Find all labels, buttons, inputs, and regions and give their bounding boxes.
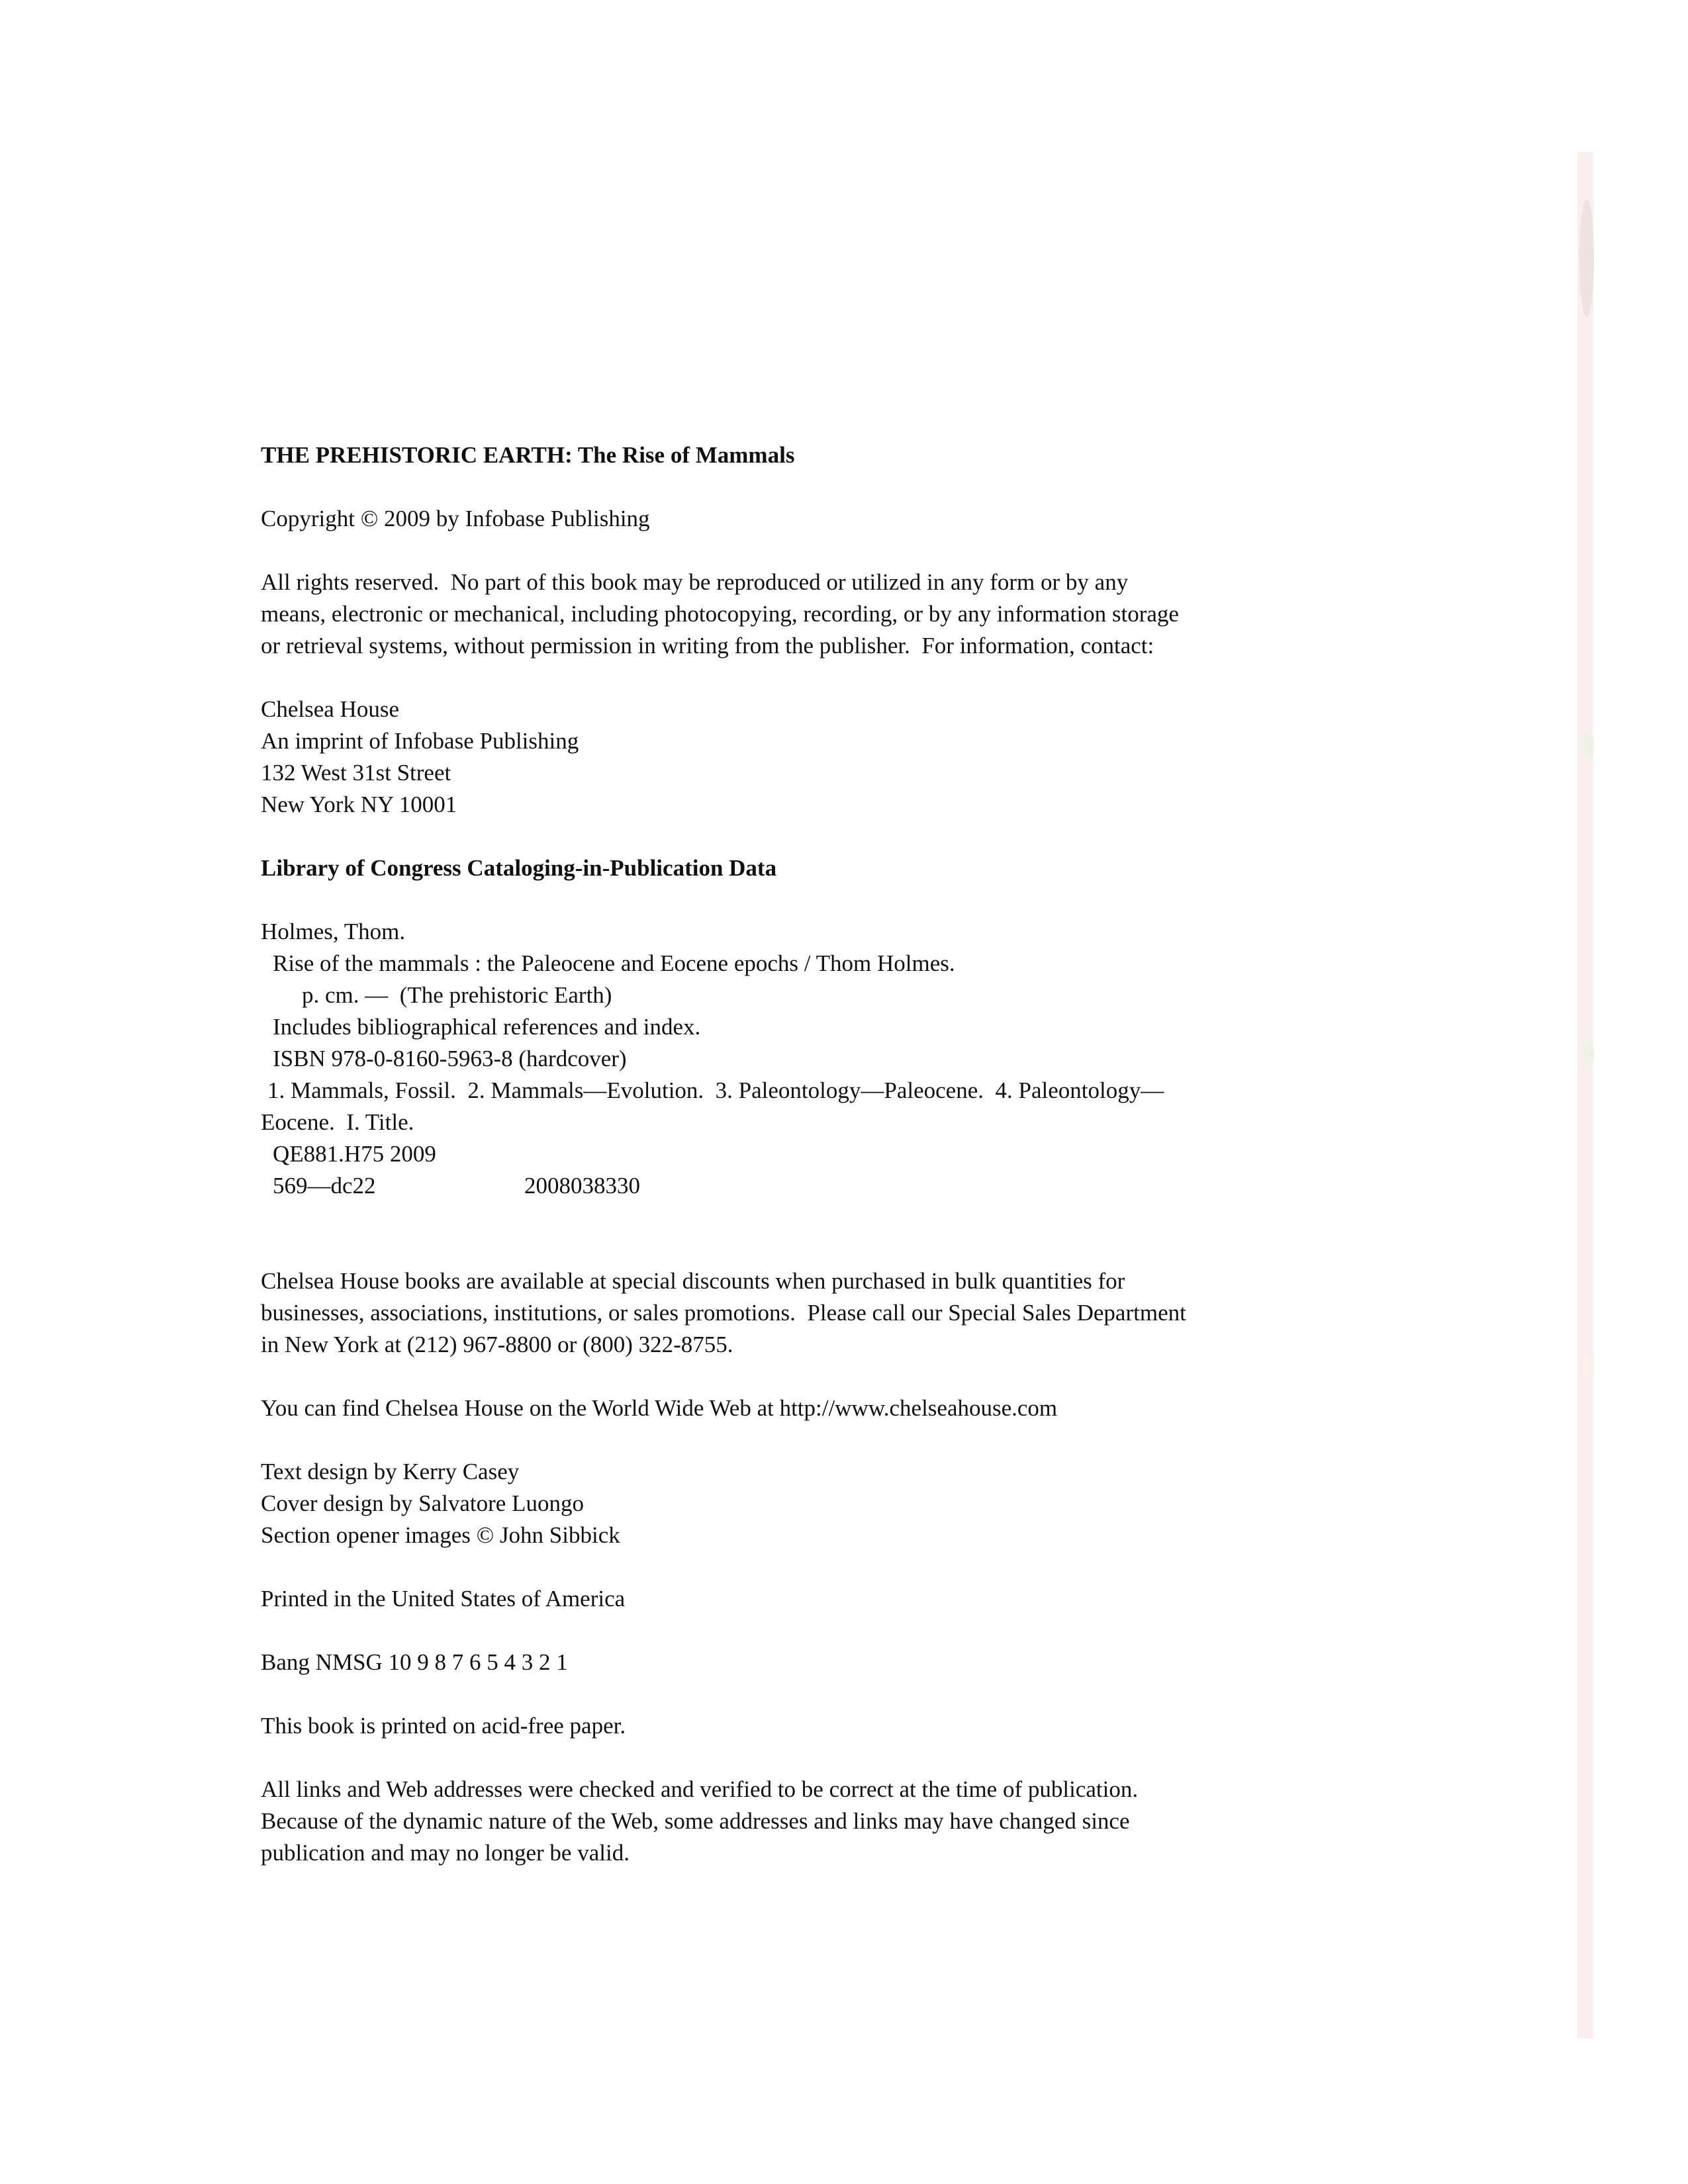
spacer (261, 884, 1293, 916)
address-line: Chelsea House (261, 696, 399, 722)
design-credits (261, 1456, 1293, 1551)
spacer (261, 1615, 1293, 1647)
credit-line: Text design by Kerry Casey (261, 1459, 520, 1484)
credit-line: Section opener images © John Sibbick (261, 1522, 620, 1548)
cip-dewey: 569—dc22 (273, 1173, 376, 1199)
rights-line: All rights reserved. No part of this book may be reproduced or utilized in any form or by any (261, 569, 1129, 595)
copyright-text-block (261, 439, 1293, 1869)
spacer (261, 821, 1293, 852)
cip-subjects: 1. Mammals, Fossil. 2. Mammals—Evolution. 3. Paleontology—Paleocene. 4. Paleontology— (267, 1077, 1164, 1103)
spacer (261, 535, 1293, 567)
disclaimer-line: publication and may no longer be valid. (261, 1840, 630, 1866)
cip-title: Rise of the mammals : the Paleocene and Eocene epochs / Thom Holmes. (273, 950, 955, 976)
publisher-address (261, 694, 1293, 821)
address-line: 132 West 31st Street (261, 760, 451, 786)
links-disclaimer (261, 1774, 1293, 1869)
rights-line: or retrieval systems, without permission in writing from the publisher. For information, contact: (261, 633, 1154, 659)
edge-bleed-mark (1579, 199, 1594, 318)
web-address-line: You can find Chelsea House on the World Wide Web at http://www.chelseahouse.com (261, 1395, 1058, 1421)
address-line: New York NY 10001 (261, 792, 457, 817)
spacer (261, 1202, 1293, 1234)
spacer (261, 1361, 1293, 1392)
rights-paragraph (261, 567, 1293, 662)
page-edge-strip (1577, 152, 1593, 2038)
credit-line: Cover design by Salvatore Luongo (261, 1490, 584, 1516)
disclaimer-line: Because of the dynamic nature of the Web, some addresses and links may have changed since (261, 1808, 1130, 1834)
edge-bleed-mark (1582, 1039, 1594, 1068)
cip-physical: p. cm. — (The prehistoric Earth) (302, 982, 612, 1008)
sales-line: businesses, associations, institutions, or sales promotions. Please call our Special Sales Department (261, 1300, 1186, 1326)
spacer (261, 1742, 1293, 1774)
edge-bleed-mark (1582, 731, 1594, 760)
cip-heading: Library of Congress Cataloging-in-Publication Data (261, 855, 777, 881)
book-title: THE PREHISTORIC EARTH: The Rise of Mammals (261, 442, 795, 468)
cip-author: Holmes, Thom. (261, 919, 406, 944)
spacer (261, 662, 1293, 694)
sales-line: in New York at (212) 967-8800 or (800) 322-8755. (261, 1332, 733, 1357)
disclaimer-line: All links and Web addresses were checked and verified to be correct at the time of publication. (261, 1776, 1139, 1802)
spacer (261, 1678, 1293, 1710)
printed-in-line: Printed in the United States of America (261, 1586, 626, 1612)
cip-classification-row (261, 1170, 1293, 1202)
spacer (261, 1551, 1293, 1583)
rights-line: means, electronic or mechanical, including photocopying, recording, or by any information storage (261, 601, 1179, 627)
copyright-notice: Copyright © 2009 by Infobase Publishing (261, 506, 650, 531)
sales-paragraph (261, 1265, 1293, 1361)
edge-bleed-mark (1583, 1357, 1594, 1377)
address-line: An imprint of Infobase Publishing (261, 728, 579, 754)
cip-lc-class: QE881.H75 2009 (273, 1141, 436, 1167)
printing-number-line: Bang NMSG 10 9 8 7 6 5 4 3 2 1 (261, 1649, 568, 1675)
paper-note: This book is printed on acid-free paper. (261, 1713, 626, 1739)
cip-notes: Includes bibliographical references and index. (273, 1014, 701, 1040)
cip-lccn: 2008038330 (524, 1173, 640, 1199)
sales-line: Chelsea House books are available at special discounts when purchased in bulk quantities for (261, 1268, 1125, 1294)
cip-record (261, 916, 1293, 1202)
spacer (261, 1234, 1293, 1265)
spacer (261, 1424, 1293, 1456)
cip-isbn: ISBN 978-0-8160-5963-8 (hardcover) (273, 1046, 627, 1071)
spacer (261, 471, 1293, 503)
cip-subjects: Eocene. I. Title. (261, 1109, 414, 1135)
